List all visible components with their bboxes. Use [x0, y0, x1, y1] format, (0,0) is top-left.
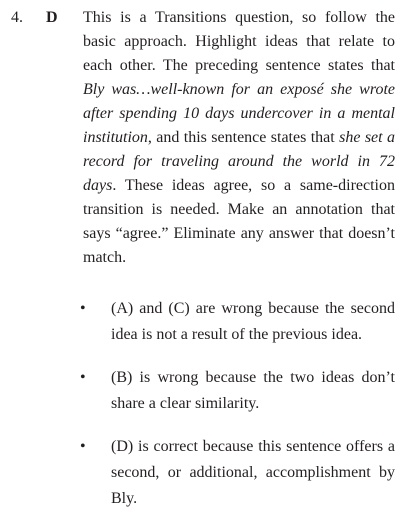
- explanation-quote-1: Bly was…well-known for an exposé she wrote after spending 10 days undercover in a mental institution: [83, 81, 395, 146]
- correct-answer-letter: D: [46, 9, 58, 26]
- bullet-icon: •: [80, 300, 86, 317]
- answer-choice-item: [0, 434, 408, 512]
- explanation-quote-2: she set a record for traveling around the world in 72 days: [83, 129, 395, 194]
- answer-choice-list: [0, 296, 408, 529]
- answer-choice-item: [0, 296, 408, 348]
- bullet-icon: •: [80, 438, 86, 455]
- explanation-text-2: , and this sentence states that: [147, 129, 340, 146]
- question-number: 4.: [11, 9, 23, 26]
- answer-choice-text: (A) and (C) are wrong because the second idea is not a result of the previous idea.: [111, 300, 395, 343]
- bullet-icon: •: [80, 369, 86, 386]
- explanation-text-1: This is a Transitions question, so follow the basic approach. Highlight ideas that relate to each other. The preceding sentence states that: [83, 9, 395, 74]
- explanation-paragraph: [83, 6, 395, 270]
- answer-choice-text: (D) is correct because this sentence offers a second, or additional, accomplishment by Bly.: [111, 438, 395, 507]
- answer-choice-text: (B) is wrong because the two ideas don’t share a clear similarity.: [111, 369, 395, 412]
- explanation-text-3: . These ideas agree, so a same-direction transition is needed. Make an annotation that says “agree.” Eliminate any answer that doesn’t match.: [83, 177, 395, 266]
- answer-choice-item: [0, 365, 408, 417]
